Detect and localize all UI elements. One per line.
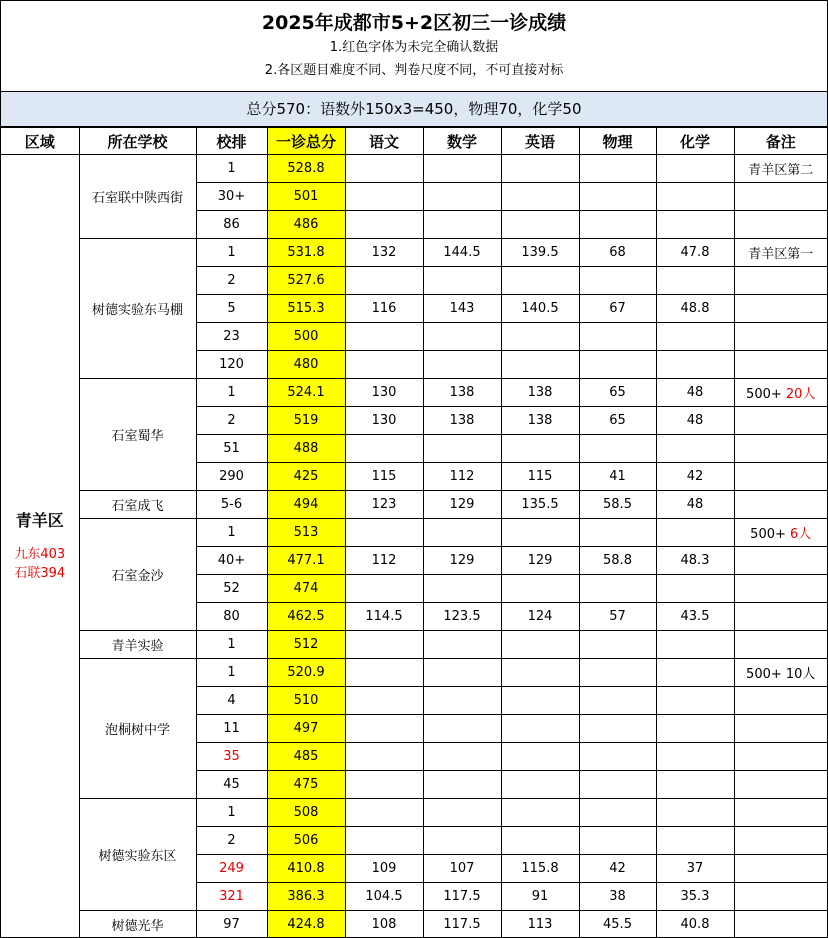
english-score-cell (501, 183, 579, 211)
rank-cell: 1 (196, 155, 267, 183)
chemistry-score-cell: 48.8 (656, 295, 734, 323)
header-chemistry: 化学 (656, 128, 734, 155)
math-score-cell (423, 715, 501, 743)
physics-score-cell: 68 (579, 239, 656, 267)
chemistry-score-cell: 48 (656, 379, 734, 407)
chemistry-score-cell (656, 211, 734, 239)
header-physics: 物理 (579, 128, 656, 155)
chemistry-score-cell: 47.8 (656, 239, 734, 267)
physics-score-cell (579, 743, 656, 771)
english-score-cell (501, 519, 579, 547)
rank-cell: 35 (196, 743, 267, 771)
remark-cell (734, 883, 827, 911)
remark-cell (734, 463, 827, 491)
chemistry-score-cell (656, 771, 734, 799)
physics-score-cell (579, 827, 656, 855)
table-row (1, 155, 827, 183)
remark-cell (734, 379, 827, 407)
remark-cell (734, 435, 827, 463)
remark-count: 6人 (790, 527, 812, 542)
math-score-cell (423, 351, 501, 379)
school-name-cell: 树德实验东区 (79, 799, 196, 911)
chinese-score-cell: 130 (345, 379, 423, 407)
chemistry-score-cell: 48 (656, 407, 734, 435)
physics-score-cell (579, 267, 656, 295)
school-name-cell: 石室成飞 (79, 491, 196, 519)
math-score-cell (423, 211, 501, 239)
score-table-body (1, 155, 827, 938)
school-name-cell: 石室金沙 (79, 519, 196, 631)
chemistry-score-cell (656, 323, 734, 351)
physics-score-cell (579, 183, 656, 211)
math-score-cell (423, 771, 501, 799)
school-name-cell: 树德光华 (79, 911, 196, 938)
chinese-score-cell (345, 799, 423, 827)
chemistry-score-cell: 48.3 (656, 547, 734, 575)
math-score-cell (423, 743, 501, 771)
total-score-cell: 424.8 (267, 911, 345, 938)
chemistry-score-cell: 37 (656, 855, 734, 883)
physics-score-cell: 58.5 (579, 491, 656, 519)
remark-cell: 500+ 10人 (734, 659, 827, 687)
rank-cell: 5-6 (196, 491, 267, 519)
math-score-cell (423, 519, 501, 547)
note-difficulty: 2.各区题目难度不同、判卷尺度不同，不可直接对标 (264, 63, 564, 78)
math-score-cell (423, 659, 501, 687)
total-score-cell: 520.9 (267, 659, 345, 687)
chinese-score-cell: 116 (345, 295, 423, 323)
physics-score-cell: 67 (579, 295, 656, 323)
rank-cell: 249 (196, 855, 267, 883)
remark-cell (734, 267, 827, 295)
math-score-cell (423, 323, 501, 351)
chemistry-score-cell (656, 799, 734, 827)
total-score-cell: 519 (267, 407, 345, 435)
math-score-cell: 138 (423, 379, 501, 407)
rank-cell: 2 (196, 827, 267, 855)
rank-cell: 1 (196, 631, 267, 659)
table-row (1, 911, 827, 938)
rank-cell: 1 (196, 379, 267, 407)
remark-cell (734, 911, 827, 938)
math-score-cell (423, 575, 501, 603)
physics-score-cell: 45.5 (579, 911, 656, 938)
score-table (1, 127, 827, 938)
rank-cell: 23 (196, 323, 267, 351)
english-score-cell (501, 351, 579, 379)
remark-cell (734, 603, 827, 631)
remark-cell (734, 519, 827, 547)
physics-score-cell (579, 687, 656, 715)
remark-cell (734, 547, 827, 575)
remark-cell (734, 827, 827, 855)
rank-cell: 290 (196, 463, 267, 491)
math-score-cell (423, 435, 501, 463)
region-sub-note: 九东403 (14, 547, 66, 563)
rank-cell: 2 (196, 407, 267, 435)
total-score-cell: 386.3 (267, 883, 345, 911)
chemistry-score-cell (656, 827, 734, 855)
table-row (1, 659, 827, 687)
table-row (1, 799, 827, 827)
english-score-cell (501, 211, 579, 239)
chemistry-score-cell (656, 659, 734, 687)
school-name-cell: 石室联中陕西街 (79, 155, 196, 239)
total-score-cell: 497 (267, 715, 345, 743)
chinese-score-cell (345, 435, 423, 463)
english-score-cell: 140.5 (501, 295, 579, 323)
math-score-cell: 138 (423, 407, 501, 435)
chinese-score-cell (345, 743, 423, 771)
chinese-score-cell (345, 771, 423, 799)
english-score-cell (501, 155, 579, 183)
physics-score-cell: 57 (579, 603, 656, 631)
english-score-cell (501, 575, 579, 603)
total-score-cell: 475 (267, 771, 345, 799)
table-row (1, 631, 827, 659)
total-score-cell: 515.3 (267, 295, 345, 323)
physics-score-cell: 65 (579, 407, 656, 435)
remark-cell (734, 323, 827, 351)
physics-score-cell (579, 323, 656, 351)
rank-cell: 51 (196, 435, 267, 463)
physics-score-cell (579, 771, 656, 799)
math-score-cell (423, 687, 501, 715)
physics-score-cell: 58.8 (579, 547, 656, 575)
english-score-cell: 91 (501, 883, 579, 911)
total-score-cell: 488 (267, 435, 345, 463)
total-score-cell: 527.6 (267, 267, 345, 295)
remark-cell (734, 491, 827, 519)
rank-cell: 52 (196, 575, 267, 603)
rank-cell: 80 (196, 603, 267, 631)
english-score-cell (501, 827, 579, 855)
math-score-cell: 123.5 (423, 603, 501, 631)
region-name: 青羊区 (15, 511, 64, 531)
remark-cell: 青羊区第二 (734, 155, 827, 183)
total-score-cell: 425 (267, 463, 345, 491)
chemistry-score-cell: 35.3 (656, 883, 734, 911)
table-row (1, 379, 827, 407)
english-score-cell: 138 (501, 379, 579, 407)
chemistry-score-cell (656, 687, 734, 715)
remark-cell (734, 715, 827, 743)
total-score-cell: 524.1 (267, 379, 345, 407)
header-rank: 校排 (196, 128, 267, 155)
region-cell (1, 155, 79, 938)
english-score-cell: 129 (501, 547, 579, 575)
chinese-score-cell (345, 687, 423, 715)
total-score-cell: 500 (267, 323, 345, 351)
remark-cell (734, 743, 827, 771)
total-score-cell: 501 (267, 183, 345, 211)
total-score-cell: 508 (267, 799, 345, 827)
chinese-score-cell: 109 (345, 855, 423, 883)
chemistry-score-cell (656, 155, 734, 183)
chemistry-score-cell (656, 435, 734, 463)
note-unconfirmed: 1.红色字体为未完全确认数据 (329, 40, 499, 55)
chemistry-score-cell: 43.5 (656, 603, 734, 631)
physics-score-cell (579, 575, 656, 603)
rank-cell: 45 (196, 771, 267, 799)
header-remark: 备注 (734, 128, 827, 155)
chemistry-score-cell (656, 715, 734, 743)
physics-score-cell (579, 715, 656, 743)
sheet-header (1, 1, 827, 92)
header-english: 英语 (501, 128, 579, 155)
remark-count: 20人 (785, 387, 816, 402)
chinese-score-cell: 104.5 (345, 883, 423, 911)
remark-cell (734, 295, 827, 323)
chemistry-score-cell: 40.8 (656, 911, 734, 938)
chinese-score-cell (345, 155, 423, 183)
table-row (1, 491, 827, 519)
english-score-cell (501, 631, 579, 659)
table-row (1, 239, 827, 267)
total-score-cell: 528.8 (267, 155, 345, 183)
school-name-cell: 泡桐树中学 (79, 659, 196, 799)
english-score-cell (501, 267, 579, 295)
chemistry-score-cell (656, 183, 734, 211)
english-score-cell (501, 435, 579, 463)
chinese-score-cell (345, 267, 423, 295)
english-score-cell (501, 687, 579, 715)
math-score-cell: 112 (423, 463, 501, 491)
math-score-cell: 143 (423, 295, 501, 323)
physics-score-cell (579, 519, 656, 547)
chinese-score-cell: 108 (345, 911, 423, 938)
math-score-cell: 117.5 (423, 883, 501, 911)
chemistry-score-cell: 42 (656, 463, 734, 491)
english-score-cell (501, 659, 579, 687)
rank-cell: 40+ (196, 547, 267, 575)
math-score-cell: 144.5 (423, 239, 501, 267)
remark-cell (734, 631, 827, 659)
remark-cell (734, 407, 827, 435)
rank-cell: 97 (196, 911, 267, 938)
total-score-cell: 494 (267, 491, 345, 519)
math-score-cell (423, 155, 501, 183)
physics-score-cell: 42 (579, 855, 656, 883)
chinese-score-cell: 114.5 (345, 603, 423, 631)
chinese-score-cell (345, 631, 423, 659)
english-score-cell: 138 (501, 407, 579, 435)
remark-cell (734, 211, 827, 239)
chemistry-score-cell (656, 267, 734, 295)
header-math: 数学 (423, 128, 501, 155)
chinese-score-cell (345, 351, 423, 379)
chemistry-score-cell (656, 519, 734, 547)
remark-text: 500+ (746, 387, 782, 402)
chinese-score-cell: 115 (345, 463, 423, 491)
math-score-cell: 129 (423, 547, 501, 575)
header-school: 所在学校 (79, 128, 196, 155)
remark-cell (734, 687, 827, 715)
total-score-cell: 531.8 (267, 239, 345, 267)
remark-cell (734, 351, 827, 379)
chemistry-score-cell (656, 631, 734, 659)
remark-cell (734, 575, 827, 603)
math-score-cell: 117.5 (423, 911, 501, 938)
math-score-cell (423, 827, 501, 855)
school-name-cell: 石室蜀华 (79, 379, 196, 491)
english-score-cell: 135.5 (501, 491, 579, 519)
math-score-cell (423, 267, 501, 295)
physics-score-cell (579, 351, 656, 379)
english-score-cell (501, 323, 579, 351)
remark-cell (734, 799, 827, 827)
chinese-score-cell: 112 (345, 547, 423, 575)
total-score-cell: 510 (267, 687, 345, 715)
physics-score-cell (579, 211, 656, 239)
chinese-score-cell (345, 183, 423, 211)
physics-score-cell: 41 (579, 463, 656, 491)
physics-score-cell (579, 631, 656, 659)
rank-cell: 30+ (196, 183, 267, 211)
chinese-score-cell (345, 715, 423, 743)
school-name-cell: 树德实验东马棚 (79, 239, 196, 379)
total-score-cell: 486 (267, 211, 345, 239)
chinese-score-cell (345, 323, 423, 351)
rank-cell: 11 (196, 715, 267, 743)
physics-score-cell: 65 (579, 379, 656, 407)
math-score-cell: 129 (423, 491, 501, 519)
math-score-cell (423, 183, 501, 211)
math-score-cell: 107 (423, 855, 501, 883)
header-region: 区域 (1, 128, 79, 155)
region-sub-note: 石联394 (14, 566, 66, 582)
english-score-cell (501, 715, 579, 743)
physics-score-cell: 38 (579, 883, 656, 911)
sheet-title: 2025年成都市5+2区初三一诊成绩 (261, 12, 567, 34)
total-score-cell: 462.5 (267, 603, 345, 631)
chemistry-score-cell (656, 575, 734, 603)
physics-score-cell (579, 659, 656, 687)
chinese-score-cell (345, 519, 423, 547)
remark-cell (734, 771, 827, 799)
rank-cell: 1 (196, 519, 267, 547)
header-row (1, 128, 827, 155)
chinese-score-cell (345, 659, 423, 687)
chinese-score-cell (345, 211, 423, 239)
chinese-score-cell: 132 (345, 239, 423, 267)
rank-cell: 1 (196, 239, 267, 267)
english-score-cell (501, 743, 579, 771)
english-score-cell: 113 (501, 911, 579, 938)
rank-cell: 4 (196, 687, 267, 715)
rank-cell: 1 (196, 799, 267, 827)
total-score-cell: 474 (267, 575, 345, 603)
total-score-cell: 410.8 (267, 855, 345, 883)
math-score-cell (423, 631, 501, 659)
english-score-cell: 115 (501, 463, 579, 491)
total-score-cell: 512 (267, 631, 345, 659)
english-score-cell: 115.8 (501, 855, 579, 883)
score-breakdown-banner: 总分570：语数外150x3=450，物理70，化学50 (1, 92, 827, 127)
chinese-score-cell (345, 827, 423, 855)
english-score-cell: 139.5 (501, 239, 579, 267)
remark-cell: 青羊区第一 (734, 239, 827, 267)
rank-cell: 120 (196, 351, 267, 379)
total-score-cell: 513 (267, 519, 345, 547)
school-name-cell: 青羊实验 (79, 631, 196, 659)
chemistry-score-cell (656, 351, 734, 379)
physics-score-cell (579, 155, 656, 183)
physics-score-cell (579, 435, 656, 463)
rank-cell: 321 (196, 883, 267, 911)
rank-cell: 86 (196, 211, 267, 239)
english-score-cell: 124 (501, 603, 579, 631)
remark-cell (734, 855, 827, 883)
rank-cell: 1 (196, 659, 267, 687)
remark-cell (734, 183, 827, 211)
chinese-score-cell: 130 (345, 407, 423, 435)
total-score-cell: 477.1 (267, 547, 345, 575)
rank-cell: 2 (196, 267, 267, 295)
header-chinese: 语文 (345, 128, 423, 155)
math-score-cell (423, 799, 501, 827)
total-score-cell: 506 (267, 827, 345, 855)
total-score-cell: 485 (267, 743, 345, 771)
header-total: 一诊总分 (267, 128, 345, 155)
rank-cell: 5 (196, 295, 267, 323)
chemistry-score-cell (656, 743, 734, 771)
remark-text: 500+ (750, 527, 786, 542)
total-score-cell: 480 (267, 351, 345, 379)
chemistry-score-cell: 48 (656, 491, 734, 519)
physics-score-cell (579, 799, 656, 827)
english-score-cell (501, 771, 579, 799)
chinese-score-cell: 123 (345, 491, 423, 519)
chinese-score-cell (345, 575, 423, 603)
english-score-cell (501, 799, 579, 827)
table-row (1, 519, 827, 547)
